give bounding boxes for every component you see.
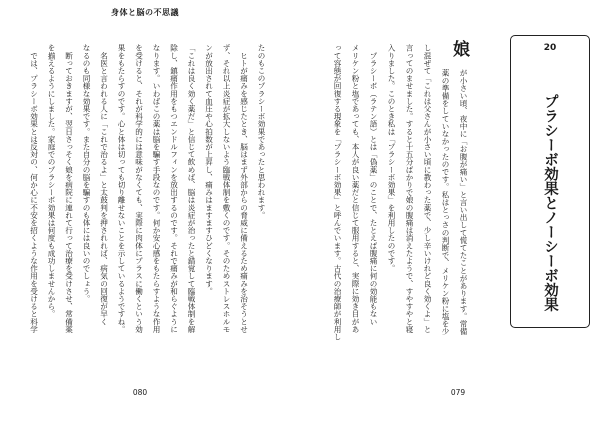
text-column: ヒトが痛みを感じたとき、脳はまず外部からの脅威に備えるため痛みを治そうとせ	[239, 44, 249, 333]
text-column: 名医と言われる人に「これで治るよ」と太鼓判を押されれば、病気の回復が早く	[99, 44, 109, 326]
text-column: メリケン粉と塩であっても、本人が良い薬だと信じて服用すると、実際に効き目があ	[351, 44, 360, 333]
text-column: なります。いわばこの薬は脳を騙す手段なのです。何か安心感をもたらすような作用	[152, 44, 161, 333]
page-number-left: 080	[132, 388, 148, 397]
text-column: を受けると、それが科学的には意味がなくても、実際に肉体にプラスに働くという効	[134, 44, 144, 333]
text-column: 入りました。このとき私は「プラシーボ効果」を利用したのです。	[387, 44, 396, 272]
text-column: 除し、鎮痛作用をもつエンドルフィンを放出するのです。それで痛みが和らぐように	[169, 44, 179, 333]
running-title: 身体と脳の不思議	[111, 8, 179, 17]
chapter-title: プラシーボ効果とノーシーボ効果	[542, 94, 559, 312]
text-column: 「これは良く効く薬だ」と信じて飲めば、脳は炎症が治ったと錯覚して臨戦体制を解	[187, 44, 196, 333]
left-page-body-text	[25, 44, 270, 344]
text-column: ンが放出されて血圧や心拍数が上昇し、痛みはますますひどくなります。	[204, 44, 214, 295]
chapter-title-box	[510, 35, 590, 328]
page-number-right: 079	[450, 388, 466, 397]
text-column: なるのも同様な効果です。また自分の脳を騙すのも体には良いのでしょう。	[82, 44, 91, 303]
text-column: 言ってのませました。すると十五分ばかりで娘の腹痛は消えたようで、すやすやと寝	[405, 44, 414, 333]
drop-cap: 娘	[453, 40, 470, 60]
text-column: プラシーボ（ラテン語）とは「偽薬」のことで、たとえば腹痛に何の効能もない	[369, 44, 378, 326]
text-column: って容態が回復する現象を「プラシーボ効果」と呼んでいます。古代の治療師が利用し	[333, 44, 342, 341]
text-column: 薬の準備をしていなかったのです。私はとっさの判断で、メリケン粉に塩を少	[441, 69, 450, 335]
text-column: し混ぜて「これは父さんが小さい頃に教わった薬で、少し辛いけれど良く効くよ」と	[423, 44, 432, 333]
text-column: 果をもたらすのです。心と体は切っても切り離せないことを示しているようですね。	[117, 44, 126, 333]
text-column: 断っておきますが、翌日さっそく娘を病院に連れて行って治療を受けさせ、常備薬	[64, 44, 74, 333]
right-page-body-text	[328, 44, 472, 344]
right-page	[300, 0, 600, 425]
chapter-number: 20	[543, 43, 557, 53]
text-column: たのもこのプラシーボ効果であったと思われます。	[257, 44, 266, 219]
text-column: では、プラシーボ効果とは反対の、何か心に不安を招くような作用を受けると科学	[29, 44, 39, 333]
text-column: ず、それ以上炎症が拡大しないよう臨戦体制を敷くのです。そのためストレスホルモ	[222, 44, 231, 333]
text-column: が小さい頃、夜中に「お腹が痛い」と言い出して慌てたことがあります。常備	[459, 69, 468, 335]
text-column: を揃えるようにしました。家庭でのプラシーボ効果は何度も成功しませんから。	[47, 44, 56, 318]
